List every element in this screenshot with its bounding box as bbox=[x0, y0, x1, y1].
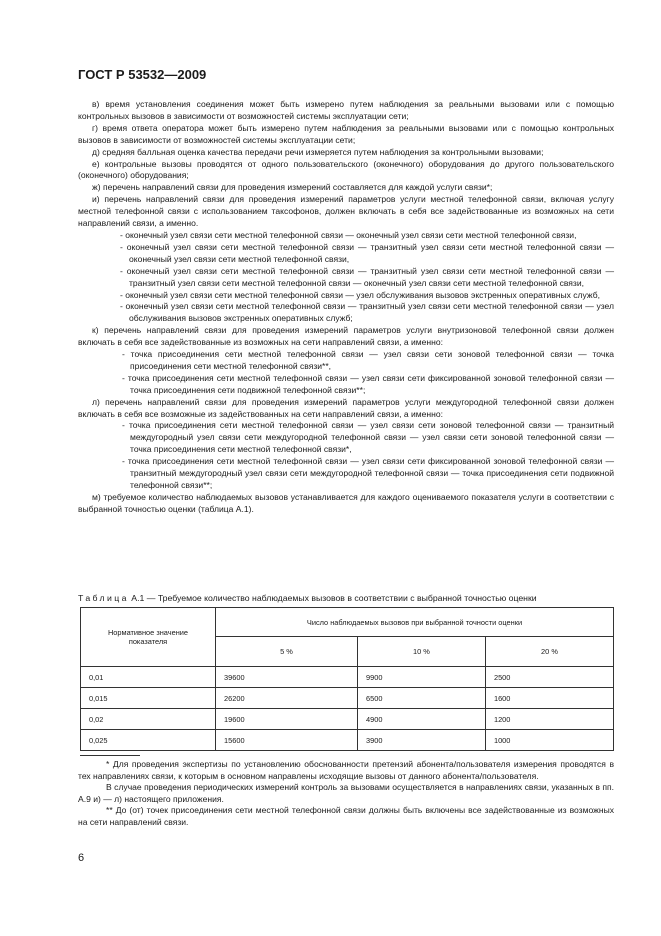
table-row bbox=[81, 730, 614, 751]
table-cell: 9900 bbox=[357, 667, 485, 688]
table-cell: 0,025 bbox=[81, 730, 216, 751]
table-cell: 4900 bbox=[357, 709, 485, 730]
list-item: - точка присоединения сети местной телефонной связи — узел связи сети зоновой телефонной связи — точка присоединения сети местной телефонной связи**, bbox=[122, 349, 614, 371]
table-row bbox=[81, 688, 614, 709]
page-number: 6 bbox=[78, 852, 85, 864]
table-cell: 1600 bbox=[485, 688, 613, 709]
list-item: - точка присоединения сети местной телефонной связи — узел связи сети фиксированной зоновой телефонной связи — транзитный междугородный узел связи сети междугородной телефонной связи — точка присоединения сети подвижной телефонной связи**; bbox=[122, 456, 614, 490]
table-cell: 1000 bbox=[485, 730, 613, 751]
table-caption-text: А.1 — Требуемое количество наблюдаемых вызовов в соответствии с выбранной точностью оценки bbox=[131, 593, 537, 603]
list-item: - оконечный узел связи сети местной телефонной связи — транзитный узел связи сети местной телефонной связи — узел обслуживания вызовов экстренных оперативных служб; bbox=[120, 301, 614, 324]
footnote: В случае проведения периодических измерений контроль за вызовами осуществляется в направлениях связи, указанных в пп. А.9 и) — л) настоящего приложения. bbox=[78, 782, 614, 804]
footnote-divider bbox=[80, 755, 140, 756]
table-subheader: 5 % bbox=[216, 637, 358, 667]
list-item: - оконечный узел связи сети местной телефонной связи — узел обслуживания вызовов экстренных оперативных служб, bbox=[120, 289, 600, 300]
table-cell: 6500 bbox=[357, 688, 485, 709]
footnotes bbox=[78, 759, 614, 829]
table-caption-word: Таблица bbox=[78, 593, 129, 603]
paragraph: г) время ответа оператора может быть измерено путем наблюдения за реальными вызовами или с помощью контрольных вызовов в зависимости от возможностей системы эксплуатации сети; bbox=[78, 122, 614, 145]
table-caption bbox=[78, 593, 618, 603]
table-header-normative: Нормативное значение показателя bbox=[81, 608, 216, 667]
table-cell: 0,02 bbox=[81, 709, 216, 730]
table-row bbox=[81, 667, 614, 688]
paragraph: ж) перечень направлений связи для проведения измерений составляется для каждой услуги связи*; bbox=[92, 182, 493, 193]
table-cell: 3900 bbox=[357, 730, 485, 751]
table-header-group: Число наблюдаемых вызовов при выбранной точности оценки bbox=[216, 608, 614, 637]
list-item: - оконечный узел связи сети местной телефонной связи — транзитный узел связи сети местной телефонной связи — оконечный узел связи сети местной телефонной связи, bbox=[120, 241, 614, 264]
paragraph: к) перечень направлений связи для проведения измерений параметров услуги внутризоновой телефонной связи должен включать в себя все задействованные из возможных на сети направлений связи, а именно: bbox=[78, 325, 614, 348]
body-text bbox=[78, 99, 614, 516]
list-item: - точка присоединения сети местной телефонной связи — узел связи сети зоновой телефонной связи — транзитный междугородный узел связи сети междугородной телефонной связи — узел связи сети зоновой телефонной связи — точка присоединения сети местной телефонной связи*, bbox=[122, 420, 614, 455]
table-subheader: 20 % bbox=[485, 637, 613, 667]
table-cell: 0,01 bbox=[81, 667, 216, 688]
paragraph: е) контрольные вызовы проводятся от одного пользовательского (оконечного) оборудования до другого пользовательского (оконечного) оборудования; bbox=[78, 158, 614, 181]
table-row bbox=[81, 709, 614, 730]
table-cell: 0,015 bbox=[81, 688, 216, 709]
paragraph: м) требуемое количество наблюдаемых вызовов устанавливается для каждого оцениваемого показателя услуги в соответствии с выбранной точностью оценки (таблица А.1). bbox=[78, 491, 614, 514]
list-item: - оконечный узел связи сети местной телефонной связи — оконечный узел связи сети местной телефонной связи, bbox=[120, 229, 577, 240]
table-cell: 15600 bbox=[216, 730, 358, 751]
footnote: * Для проведения экспертизы по установлению обоснованности претензий абонента/пользователя измерения проводятся в тех направлениях связи, к которым в основном направлены исходящие вызовы от данного абонента/пользователя. bbox=[78, 759, 614, 781]
table-cell: 26200 bbox=[216, 688, 358, 709]
document-header: ГОСТ Р 53532—2009 bbox=[78, 67, 207, 82]
list-item: - точка присоединения сети местной телефонной связи — узел связи сети фиксированной зоновой телефонной связи — точка присоединения сети подвижной телефонной связи**; bbox=[122, 372, 614, 395]
list-item: - оконечный узел связи сети местной телефонной связи — транзитный узел связи сети местной телефонной связи — транзитный узел связи сети местной телефонной связи — оконечный узел связи сети местной телефонной связи, bbox=[120, 265, 614, 288]
table-cell: 39600 bbox=[216, 667, 358, 688]
table-cell: 19600 bbox=[216, 709, 358, 730]
table-cell: 2500 bbox=[485, 667, 613, 688]
footnote: ** До (от) точек присоединения сети местной телефонной связи должны быть включены все задействованные из возможных на сети направлений связи. bbox=[78, 805, 614, 827]
paragraph: и) перечень направлений связи для проведения измерений параметров услуги местной телефонной связи, включая услугу местной телефонной связи с использованием таксофонов, должен включать в себя все задействованные из возможных на сети направлений связи, а именно. bbox=[78, 194, 614, 229]
paragraph: д) средняя балльная оценка качества передачи речи измеряется путем наблюдения за контрольными вызовами; bbox=[92, 146, 544, 157]
table-cell: 1200 bbox=[485, 709, 613, 730]
paragraph: л) перечень направлений связи для проведения измерений параметров услуги междугородной телефонной связи должен включать в себя все возможные из задействованных на сети направлений связи, а именно: bbox=[78, 396, 614, 419]
table-subheader: 10 % bbox=[357, 637, 485, 667]
paragraph: в) время установления соединения может быть измерено путем наблюдения за реальными вызовами или с помощью контрольных вызовов в зависимости от возможностей системы эксплуатации сети; bbox=[78, 99, 614, 121]
calls-table bbox=[80, 607, 614, 751]
